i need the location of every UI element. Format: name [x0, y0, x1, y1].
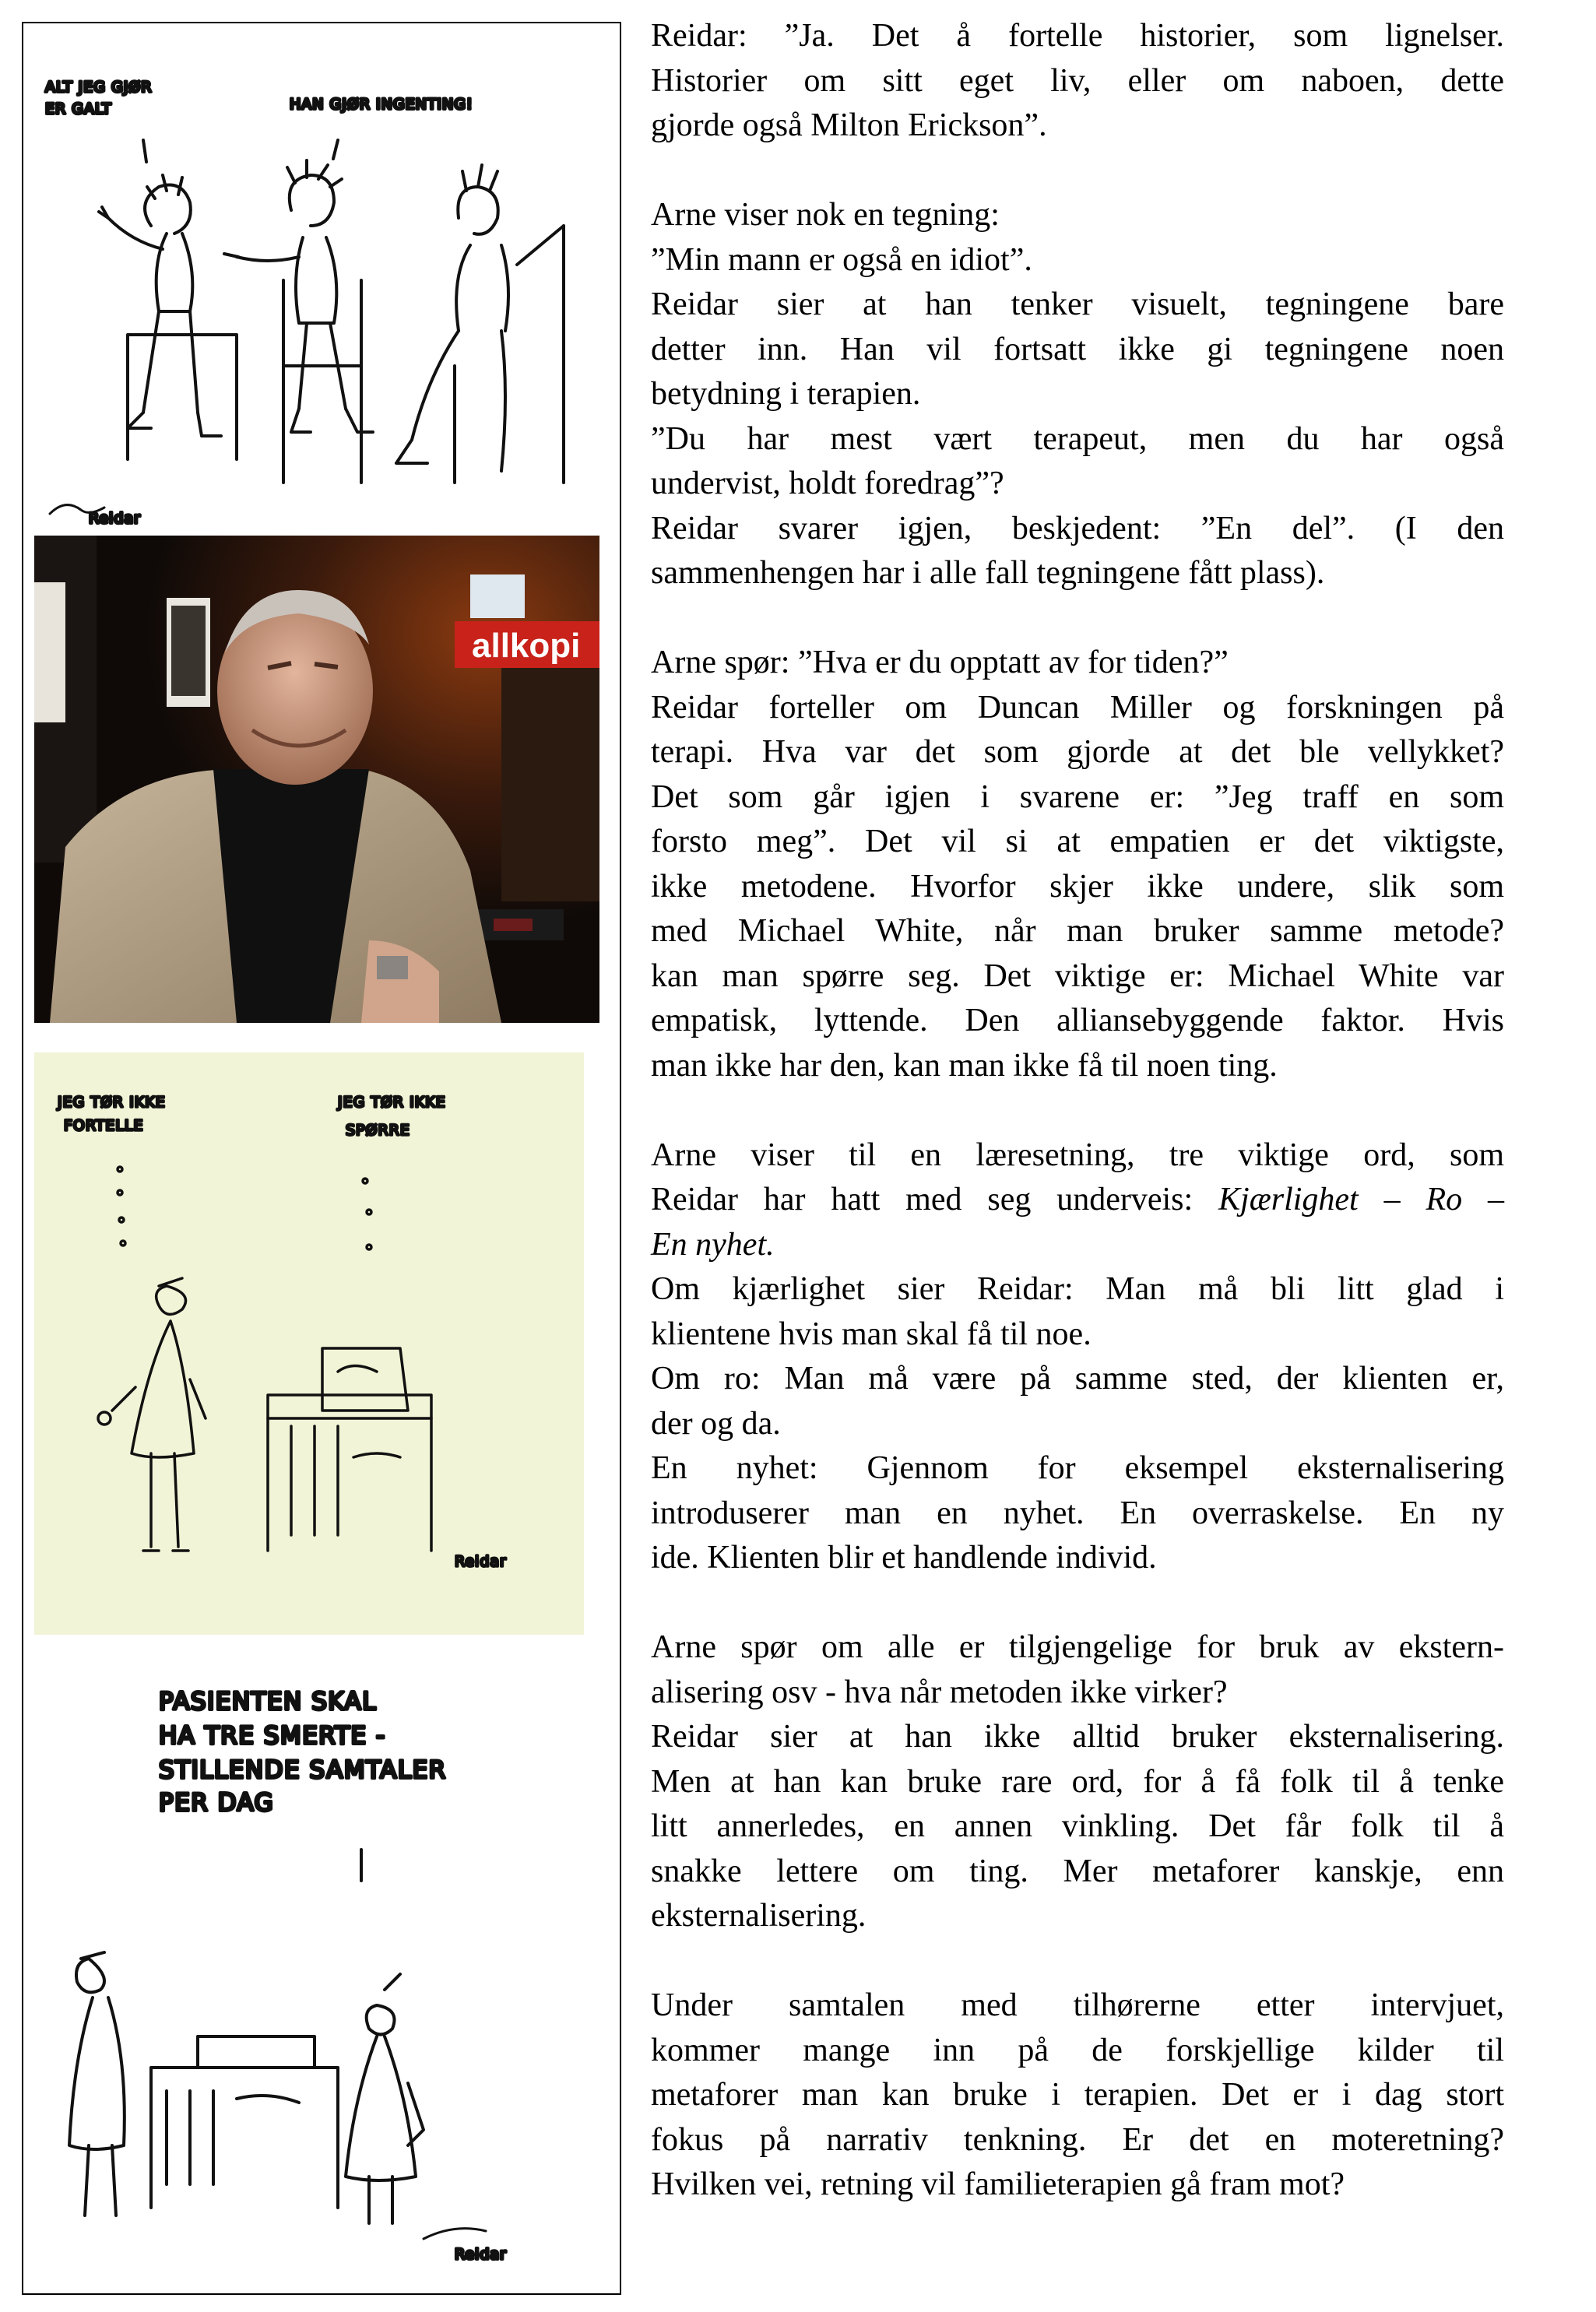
article-text [651, 14, 1504, 2252]
cartoon-nurse-patient [34, 1052, 584, 1635]
signature-bottom: Reidar [455, 2246, 507, 2263]
caption-line3: STILLENDE SAMTALER [159, 1756, 447, 1784]
paragraph-2: Arne viser nok en tegning: ”Min mann er også en idiot”. Reidar sier at han tenker visuelt, tegningene bare detter inn. Han vil fortsatt ikke gi tegningene noen betydning i terapien. ”Du har mest vært terapeut, men du har også undervist, holdt foredrag”? Reidar svarer igjen, beskjedent: ”En del”. (I den sammenhengen har i alle fall tegningene fått plass). [651, 197, 1504, 591]
caption-line1: PASIENTEN SKAL [159, 1688, 378, 1716]
speech-left-line2: ER GALT [45, 100, 112, 118]
paragraph-4: Arne viser til en læresetning, tre viktige ord, som Reidar har hatt med seg underveis: Kjærlighet – Ro – En nyhet. Om kjærlighet sier Reidar: Man må bli litt glad i klientene hvis man skal få til noe. Om ro: Man må være på samme sted, der klienten er, der og da. En nyhet: Gjennom for eksempel eksternalisering introduserer man en nyhet. En overraskelse. En ny ide. Klienten blir et handlende individ. [651, 1137, 1504, 1576]
speech-left-line1: JEG TØR IKKE [58, 1094, 166, 1111]
speech-right-line1: JEG TØR IKKE [338, 1094, 446, 1111]
speech-right: HAN GJØR INGENTING! [290, 96, 473, 113]
paragraph-6: Under samtalen med tilhørerne etter intervjuet, kommer mange inn på de forskjellige kilder til metaforer man kan bruke i terapien. Det er i dag stort fokus på narrativ tenkning. Er det en moteretning? Hvilken vei, retning vil familieterapien gå fram mot? [651, 1987, 1504, 2202]
signature-top: Reidar [89, 510, 141, 527]
caption-line4: PER DAG [159, 1789, 275, 1817]
signature-middle: Reidar [455, 1553, 507, 1570]
speech-left-line2: FORTELLE [64, 1117, 144, 1134]
speech-right-line2: SPØRRE [346, 1122, 410, 1139]
cartoon-therapy-session [34, 31, 595, 529]
caption-line2: HA TRE SMERTE - [159, 1722, 386, 1750]
cartoon-pain-relief-talks [34, 1663, 575, 2272]
photo-reidar [34, 536, 599, 1023]
paragraph-1: Reidar: ”Ja. Det å fortelle historier, som lignelser. Historier om sitt eget liv, eller om naboen, dette gjorde også Milton Erickson”. [651, 18, 1504, 143]
photo-sign-text: allkopi [472, 627, 581, 665]
speech-left-line1: ALT JEG GJØR [45, 79, 153, 96]
paragraph-5: Arne spør om alle er tilgjengelige for bruk av ekstern- alisering osv - hva når metoden ikke virker? Reidar sier at han ikke alltid bruker eksternalisering. Men at han kan bruke rare ord, for å få folk til å tenke litt annerledes, en annen vinkling. Det får folk til å snakke lettere om ting. Mer metaforer kanskje, enn eksternalisering. [651, 1629, 1504, 1934]
paragraph-3: Arne spør: ”Hva er du opptatt av for tiden?” Reidar forteller om Duncan Miller og forskningen på terapi. Hva var det som gjorde at det ble vellykket? Det som går igjen i svarene er: ”Jeg traff en som forsto meg”. Det vil si at empatien er det viktigste, ikke metodene. Hvorfor skjer ikke undere, slik som med Michael White, når man bruker samme metode? kan man spørre seg. Det viktige er: Michael White var empatisk, lyttende. Den alliansebyggende faktor. Hvis man ikke har den, kan man ikke få til noen ting. [651, 645, 1504, 1084]
